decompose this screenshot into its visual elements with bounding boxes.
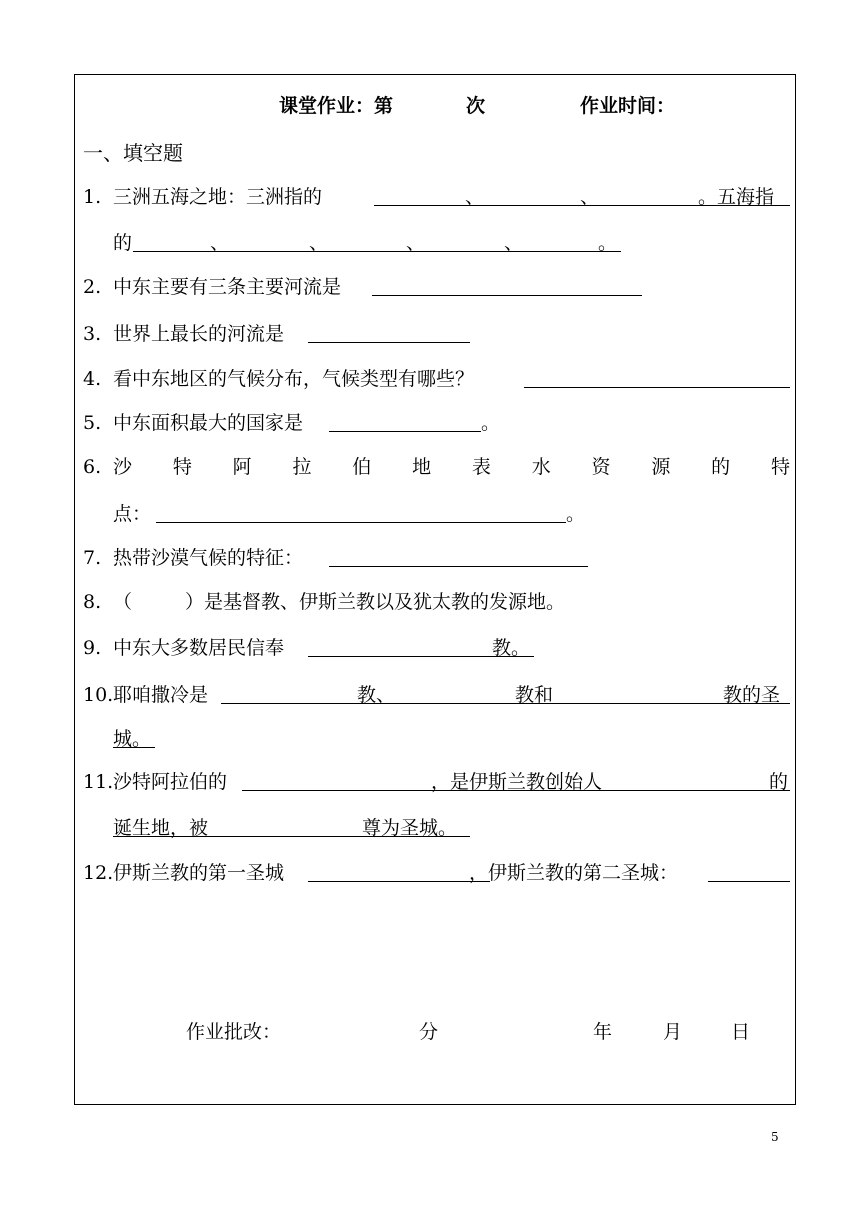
question-text: 、 [580,186,600,208]
question-text: 尊为圣城。 [362,817,458,839]
answer-blank[interactable] [708,881,790,882]
question-text: 城。 [113,728,152,750]
question-number: 2. [83,276,102,298]
grading-label: 作业批改： [186,1021,282,1043]
answer-blank[interactable] [372,295,642,296]
question-text: 、 [210,232,230,254]
question-text: ，是伊斯兰教创始人 [431,771,603,793]
question-number: 11. [83,771,114,793]
answer-blank[interactable] [524,387,790,388]
question-text: ，伊斯兰教的第二圣城： [469,862,679,884]
day-label: 日 [731,1021,751,1043]
spread-question-text: 沙 特 阿 拉 伯 地 表 水 资 源 的 特 [113,456,790,478]
question-text: 。 [481,412,501,434]
question-text: 、 [309,232,329,254]
question-text: 世界上最长的河流是 [113,323,285,345]
answer-blank[interactable] [113,747,155,748]
question-text: 看中东地区的气候分布，气候类型有哪些？ [113,368,475,390]
question-number: 7. [83,547,102,569]
question-text: 。 [598,232,618,254]
page-number: 5 [771,1130,779,1144]
question-text: 热带沙漠气候的特征： [113,547,304,569]
answer-blank[interactable] [308,881,490,882]
answer-blank[interactable] [308,342,470,343]
question-number: 10. [83,684,114,706]
question-text: 中东主要有三条主要河流是 [113,276,342,298]
question-number: 4. [83,368,102,390]
question-text: 耶咱撒冷是 [113,684,209,706]
homework-times-label: 次 [466,95,486,117]
answer-blank[interactable] [221,703,790,704]
month-label: 月 [663,1021,683,1043]
question-text: （ [113,591,133,613]
question-text: 沙特阿拉伯的 [113,771,228,793]
year-label: 年 [593,1021,613,1043]
section-title: 一、填空题 [83,141,183,165]
homework-time-label: 作业时间： [580,95,676,117]
answer-blank[interactable] [133,251,621,252]
question-text: 诞生地，被 [113,817,209,839]
question-number: 5. [83,412,102,434]
question-text: 、 [504,232,524,254]
question-text: 教、 [357,684,396,706]
question-number: 9. [83,637,102,659]
question-number: 8. [83,591,102,613]
question-number: 1. [83,186,102,208]
question-text: 、 [406,232,426,254]
question-text: 。 [566,503,586,525]
question-number: 12. [83,862,114,884]
question-text: 教的圣 [723,684,781,706]
question-text: 的 [113,232,133,254]
question-text: 、 [465,186,485,208]
question-text: 三洲五海之地：三洲指的 [113,186,323,208]
score-label: 分 [419,1021,439,1043]
question-number: 3. [83,323,102,345]
question-text: ）是基督教、伊斯兰教以及犹太教的发源地。 [185,591,566,613]
question-text: 中东面积最大的国家是 [113,412,304,434]
answer-blank[interactable] [329,431,481,432]
question-text: 中东大多数居民信奉 [113,637,285,659]
question-text: 的 [769,771,789,793]
question-text: 点： [113,503,152,525]
question-text: 教。 [492,637,531,659]
homework-number-label: 课堂作业：第 [279,95,394,117]
answer-blank[interactable] [329,566,588,567]
question-number: 6. [83,456,102,478]
question-text: 伊斯兰教的第一圣城 [113,862,285,884]
question-text: 。五海指 [698,186,775,208]
answer-blank[interactable] [156,522,566,523]
question-text: 教和 [515,684,554,706]
